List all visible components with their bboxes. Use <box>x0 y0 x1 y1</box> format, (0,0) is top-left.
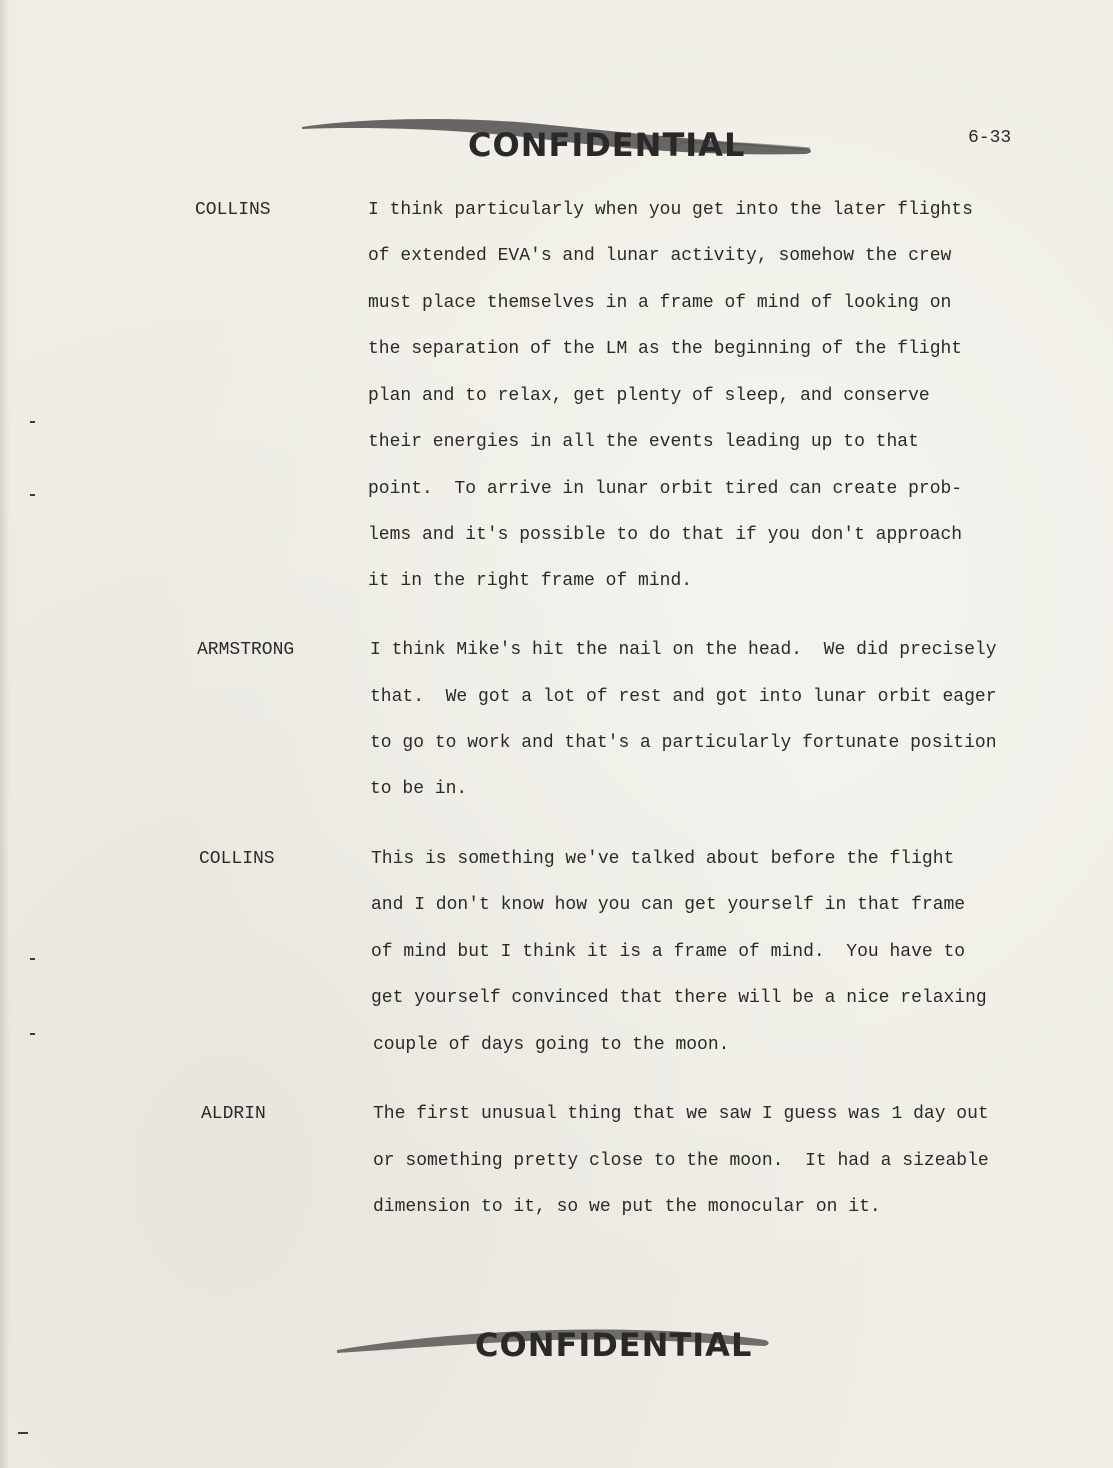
dialogue-line: couple of days going to the moon. <box>373 1035 730 1055</box>
margin-mark <box>30 1033 35 1035</box>
margin-mark <box>30 958 35 960</box>
margin-mark <box>18 1432 28 1434</box>
dialogue-line: point. To arrive in lunar orbit tired can create prob- <box>368 479 963 499</box>
dialogue-line: of mind but I think it is a frame of mind. You have to <box>371 942 966 962</box>
dialogue-line: the separation of the LM as the beginning of the flight <box>368 339 963 359</box>
page-edge-shadow <box>0 0 10 1468</box>
dialogue-line: The first unusual thing that we saw I guess was 1 day out <box>373 1104 989 1124</box>
dialogue-line: dimension to it, so we put the monocular on it. <box>373 1197 881 1217</box>
dialogue-line: I think Mike's hit the nail on the head. We did precisely <box>370 640 997 660</box>
speaker-label: COLLINS <box>199 849 275 869</box>
dialogue-line: plan and to relax, get plenty of sleep, and conserve <box>368 386 930 406</box>
margin-mark <box>30 421 35 423</box>
dialogue-line: or something pretty close to the moon. It had a sizeable <box>373 1151 989 1171</box>
speaker-label: COLLINS <box>195 200 271 220</box>
dialogue-line: of extended EVA's and lunar activity, somehow the crew <box>368 246 952 266</box>
dialogue-line: to be in. <box>370 779 468 799</box>
stamp-bottom-text: CONFIDENTIAL <box>475 1326 753 1364</box>
dialogue-line: I think particularly when you get into the later flights <box>368 200 973 220</box>
page-number: 6-33 <box>968 128 1012 148</box>
margin-mark <box>30 494 35 496</box>
dialogue-line: that. We got a lot of rest and got into lunar orbit eager <box>370 687 997 707</box>
dialogue-line: lems and it's possible to do that if you don't approach <box>368 525 963 545</box>
dialogue-line: This is something we've talked about before the flight <box>371 849 955 869</box>
dialogue-line: must place themselves in a frame of mind of looking on <box>368 293 952 313</box>
dialogue-line: and I don't know how you can get yourself in that frame <box>371 895 966 915</box>
dialogue-line: it in the right frame of mind. <box>368 571 693 591</box>
speaker-label: ARMSTRONG <box>197 640 295 660</box>
confidential-stamp-bottom <box>335 1316 775 1376</box>
dialogue-line: their energies in all the events leading up to that <box>368 432 919 452</box>
confidential-stamp-top <box>300 112 820 172</box>
dialogue-line: get yourself convinced that there will be a nice relaxing <box>371 988 987 1008</box>
stamp-top-text: CONFIDENTIAL <box>468 126 746 164</box>
speaker-label: ALDRIN <box>201 1104 266 1124</box>
dialogue-line: to go to work and that's a particularly fortunate position <box>370 733 997 753</box>
